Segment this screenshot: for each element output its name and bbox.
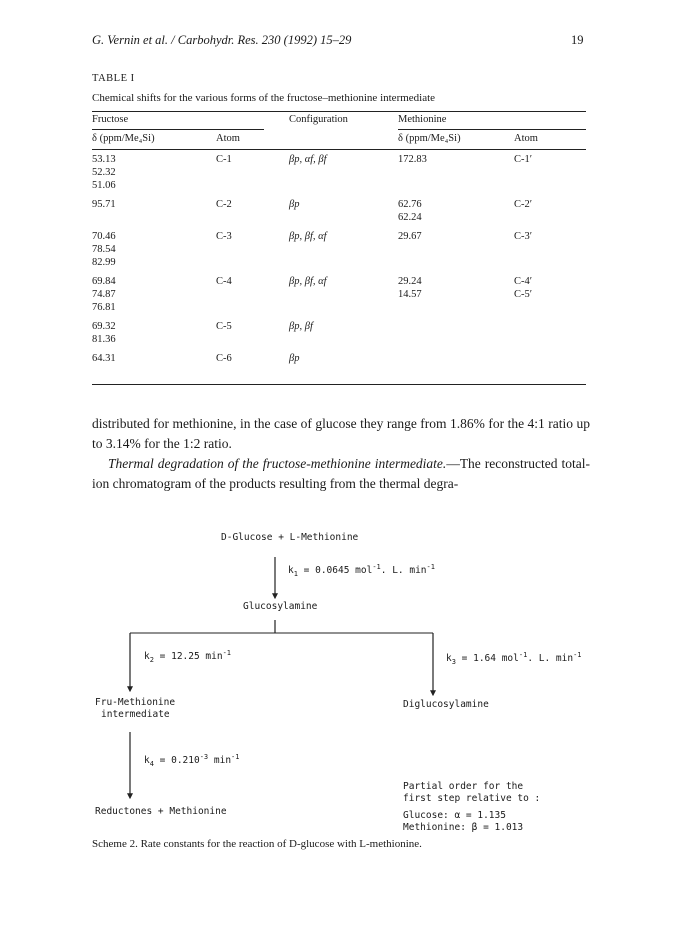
partial-order-line1: Partial order for the: [403, 781, 524, 792]
k2-symbol: k: [144, 651, 150, 663]
k1-exponent-2: -1: [426, 563, 435, 571]
fructose-shift: 69.32: [92, 321, 116, 332]
fructose-shift: 76.81: [92, 302, 116, 313]
fructose-shift: 64.31: [92, 353, 116, 364]
scheme-k3: [446, 651, 582, 666]
fructose-shift: 74.87: [92, 289, 116, 300]
fru-methionine-line1: Fru-Methionine: [95, 697, 176, 708]
k1-symbol: k: [288, 565, 294, 577]
k1-units: . L. min: [380, 565, 427, 577]
configuration: βp: [289, 199, 300, 210]
fructose-shift: 82.99: [92, 257, 116, 268]
table-caption: Chemical shifts for the various forms of the fructose–methionine intermediate: [92, 92, 436, 104]
scheme-products: Reductones + Methionine: [95, 806, 227, 817]
k4-exponent-2: -1: [231, 753, 240, 761]
k4-value: = 0.210: [153, 755, 200, 767]
header-methionine: Methionine: [398, 114, 447, 125]
k3-symbol: k: [446, 653, 452, 665]
k2-subscript: 2: [149, 656, 154, 665]
fructose-atom: C-3: [216, 231, 232, 242]
fructose-shift: 95.71: [92, 199, 116, 210]
fructose-shift: 52.32: [92, 167, 116, 178]
fructose-atom: C-6: [216, 353, 232, 364]
scheme-k1: [288, 563, 435, 578]
scheme-k4: [144, 753, 239, 768]
methionine-atom: C-1′: [514, 154, 533, 165]
configuration: βp, αf, βf: [289, 154, 327, 165]
k4-subscript: 4: [149, 760, 154, 769]
methionine-shift: 29.24: [398, 276, 422, 287]
k3-units: . L. min: [527, 653, 574, 665]
methionine-atom: C-3′: [514, 231, 533, 242]
k3-exponent-2: -1: [573, 651, 582, 659]
header-met-shift: δ (ppm/Me₄Si): [398, 133, 461, 144]
scheme-glucosylamine: Glucosylamine: [243, 601, 318, 612]
fructose-shift: 53.13: [92, 154, 116, 165]
fructose-atom: C-4: [216, 276, 232, 287]
header-fru-shift: δ (ppm/Me₄Si): [92, 133, 155, 144]
partial-order-line2: first step relative to :: [403, 792, 541, 804]
k4-units: min: [208, 755, 232, 767]
scheme-k2: [144, 649, 231, 664]
fructose-shift: 70.46: [92, 231, 116, 242]
fructose-atom: C-5: [216, 321, 232, 332]
k3-exponent-1: -1: [518, 651, 528, 659]
header-fru-atom: Atom: [216, 133, 240, 144]
header-configuration: Configuration: [289, 114, 348, 125]
configuration: βp, βf, αf: [289, 231, 327, 242]
scheme-reactants: D-Glucose + L-Methionine: [221, 532, 359, 543]
fructose-shift: 81.36: [92, 334, 116, 345]
scheme-partial-order: [403, 781, 540, 804]
methionine-shift: 29.67: [398, 231, 422, 242]
methionine-shift: 14.57: [398, 289, 422, 300]
k1-exponent-1: -1: [372, 563, 381, 571]
scheme-caption: Scheme 2. Rate constants for the reaction of D-glucose with L-methionine.: [92, 838, 422, 850]
k3-subscript: 3: [451, 658, 456, 667]
methionine-shift: 172.83: [398, 154, 427, 165]
paragraph-heading: Thermal degradation of the fructose-methionine intermediate.: [108, 456, 447, 471]
configuration: βp, βf: [289, 321, 313, 332]
fructose-atom: C-1: [216, 154, 232, 165]
methionine-shift: 62.76: [398, 199, 422, 210]
configuration: βp: [289, 353, 300, 364]
header-met-atom: Atom: [514, 133, 538, 144]
paragraph-continuation: distributed for methionine, in the case of glucose they range from 1.86% for the 4:1 ratio up to 3.14% for the 1:2 ratio.: [92, 416, 590, 451]
paragraph-text: —The reconstructed total-ion chromatogram of the products resulting from the thermal degra-: [92, 456, 590, 491]
k4-symbol: k: [144, 755, 150, 767]
k1-value: = 0.0645 mol: [297, 565, 373, 577]
fru-methionine-line2: intermediate: [101, 709, 170, 720]
page-number: 19: [571, 33, 584, 47]
k2-value: = 12.25 min: [153, 651, 223, 663]
scheme-fru-methionine: [95, 697, 175, 721]
k1-subscript: 1: [293, 570, 298, 579]
k4-exponent-1: -3: [199, 753, 209, 761]
fructose-shift: 69.84: [92, 276, 116, 287]
scheme-methionine-order: Methionine: β = 1.013: [403, 822, 524, 833]
configuration: βp, βf, αf: [289, 276, 327, 287]
fructose-shift: 51.06: [92, 180, 116, 191]
methionine-atom: C-2′: [514, 199, 533, 210]
k2-exponent: -1: [222, 649, 232, 657]
methionine-shift: 62.24: [398, 212, 422, 223]
running-head: G. Vernin et al. / Carbohydr. Res. 230 (1992) 15–29: [92, 33, 352, 47]
header-fructose: Fructose: [92, 114, 129, 125]
table-label: TABLE I: [92, 73, 135, 84]
methionine-atom: C-4′: [514, 276, 533, 287]
scheme-diglucosylamine: Diglucosylamine: [403, 699, 489, 710]
fructose-atom: C-2: [216, 199, 232, 210]
scheme-glucose-order: Glucose: α = 1.135: [403, 810, 506, 821]
k3-value: = 1.64 mol: [455, 653, 519, 665]
methionine-atom: C-5′: [514, 289, 533, 300]
fructose-shift: 78.54: [92, 244, 116, 255]
